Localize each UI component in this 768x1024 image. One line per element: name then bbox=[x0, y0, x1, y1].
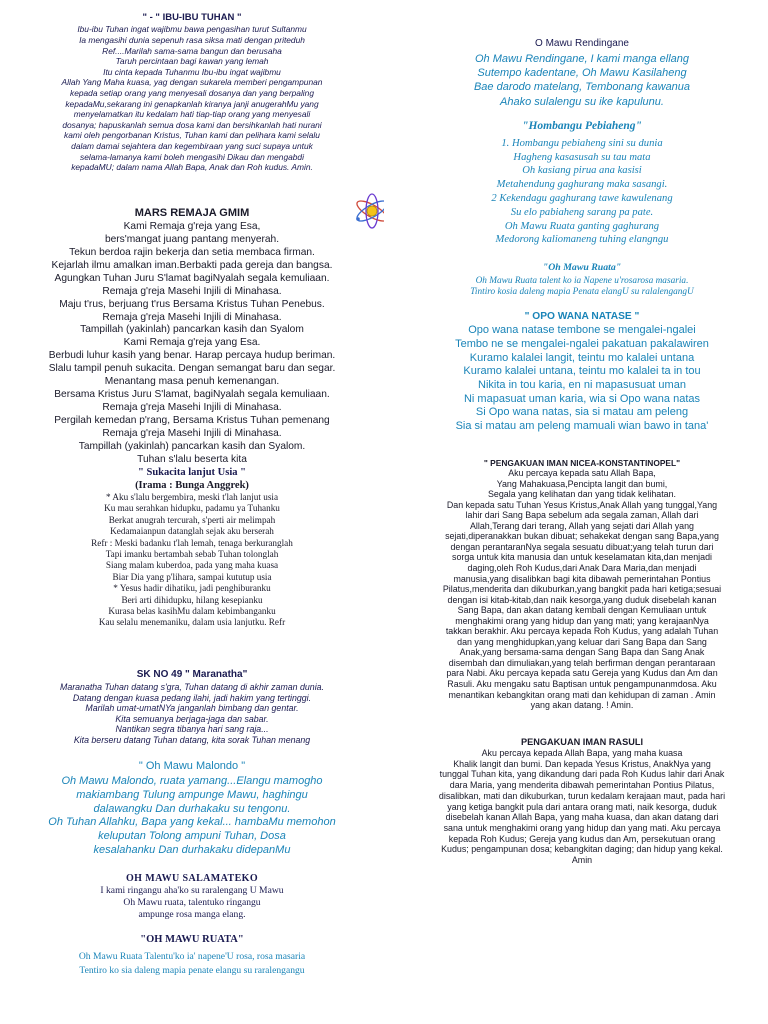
section-sukacita-lanjut-usia bbox=[0, 466, 384, 629]
text-line: Amin bbox=[571, 855, 593, 866]
text-line: Aku percaya kepada Allah Bapa, yang maha kuasa bbox=[481, 748, 683, 759]
section-title: SK NO 49 " Maranatha" bbox=[136, 669, 248, 680]
text-line: Oh Mawu Ruata talent ko ia Napene u'rosarosa masaria. bbox=[475, 275, 689, 286]
text-line: dengan isi kitab-kitab,dan naik kesorga,yang duduk disebelah kanan bbox=[447, 594, 717, 605]
text-line: dosanya; hapuskanlah semua dosa kami dan bersihkanlah hati nurani bbox=[62, 119, 322, 130]
text-line: dara Maria, yang menderita dibawah pemerintahan Pontius Pilatus, bbox=[449, 780, 715, 791]
text-line: Menantang masa penuh kemenangan. bbox=[104, 376, 280, 388]
text-line: Remaja g'reja Masehi Injili di Minahasa. bbox=[102, 311, 282, 323]
text-line: Berkat anugrah tercurah, s'perti air melimpah bbox=[108, 514, 276, 525]
text-line: ampunge rosa manga elang. bbox=[138, 908, 246, 920]
text-line: Kami Remaja g'reja yang Esa. bbox=[123, 337, 261, 349]
section-o-mawu-rendingane bbox=[396, 38, 768, 109]
text-line: Aku percaya kepada satu Allah Bapa, bbox=[508, 468, 656, 479]
text-line: selama-lamanya kami boleh mengasihi Dikau dan mengabdi bbox=[80, 151, 304, 162]
section-oh-mawu-malondo bbox=[0, 760, 384, 857]
text-line: Segala yang kelihatan dan yang tidak kelihatan. bbox=[488, 489, 676, 500]
text-line: daging,oleh Roh Kudus,dari Anak Dara Maria,dan menjadi bbox=[467, 563, 697, 573]
text-line: Kuramo kalalei untana, teintu mo kalalei ta in tou bbox=[463, 365, 701, 378]
text-line: Berbudi luhur kasih yang benar. Harap percaya hudup beriman. bbox=[48, 350, 336, 362]
text-line: dalawangku Dan durhakaku su tengonu. bbox=[93, 802, 291, 815]
text-line: menantikan kebangkitan orang mati dan kehidupan di zaman . Amin bbox=[448, 689, 716, 700]
text-line: Kedamaianpun datanglah sejak aku berserah bbox=[110, 526, 274, 537]
text-line: Oh Mawu Rendingane, I kami manga ellang bbox=[474, 53, 689, 65]
text-line: Tapi imanku bertambah sebab Tuhan tolonglah bbox=[105, 549, 279, 560]
text-line: Sia si matau am peleng mamuali wian bawo in tana' bbox=[455, 420, 709, 433]
text-line: Oh Mawu ruata, talentuko ringangu bbox=[123, 896, 261, 908]
text-line: kesalahanku Dan durhakaku didepanMu bbox=[93, 843, 291, 856]
section-title: " PENGAKUAN IMAN NICEA-KONSTANTINOPEL" bbox=[483, 458, 681, 468]
text-line: manusia,yang disalibkan bagi kita dibawah pemerintahan Pontius bbox=[453, 573, 711, 584]
text-line: Khalik langit dan bumi. Dan kepada Yesus Kristus, AnakNya yang bbox=[453, 758, 711, 769]
text-line: Beri arti dihidupku, hilang kesepianku bbox=[121, 594, 263, 605]
text-line: * Yesus hadir dihatiku, jadi penghiburanku bbox=[113, 583, 271, 594]
text-line: Dan kepada satu Tuhan Yesus Kristus,Anak Allah yang tunggal,Yang bbox=[446, 499, 718, 510]
text-line: Rasuli. Aku mengaku satu Baptisan untuk pengampunanmdosa. Aku bbox=[447, 679, 717, 690]
text-line: Bae darodo matelang, Tembonang kawanua bbox=[473, 81, 691, 94]
section-oh-mawu-ruata bbox=[0, 934, 384, 978]
text-line: Kita semuanya berjaga-jaga dan sabar. bbox=[115, 713, 269, 724]
text-line: Kurasa belas kasihMu dalam kebimbanganku bbox=[108, 606, 276, 617]
text-line: Oh Tuhan Allahku, Bapa yang kekal... hambaMu memohon bbox=[48, 816, 336, 829]
text-line: Nikita in tou karia, en ni mapasusuat uman bbox=[478, 379, 686, 392]
text-line: kepadaMu,sekarang ini genapkanlah kiranya janji anugerahMu yang bbox=[65, 98, 319, 109]
text-line: Datang dengan kuasa pedang ilahi, jadi hakim yang tertinggi. bbox=[72, 692, 312, 703]
text-line: para Nabi. Aku percaya kepada satu Gereja yang Kudus dan Am dan bbox=[446, 668, 718, 679]
text-line: Ku mau serahkan hidupku, padamu ya Tuhanku bbox=[104, 503, 280, 514]
text-line: dengan perantaranNya segala sesuatu dibuat;yang telah turun dari bbox=[450, 541, 714, 552]
text-line: Bersama Kristus Juru S'lamat, bagiNyalah segala kemuliaan. bbox=[54, 388, 330, 400]
text-line: Metahendung gaghurang maka sasangi. bbox=[496, 179, 668, 191]
section-pengakuan-iman-rasuli bbox=[396, 737, 768, 866]
text-line: Refr : Meski badanku t'lah lemah, tenaga berkuranglah bbox=[91, 537, 293, 548]
text-line: Su elo pabiaheng sarang pa pate. bbox=[510, 206, 654, 218]
text-line: yang akan datang. ! Amin. bbox=[530, 700, 634, 711]
text-line: makiambang Tulung ampunge Mawu, haghingu bbox=[76, 788, 308, 801]
text-line: Allah,Terang dari terang, Allah yang sejati dari Allah yang bbox=[470, 520, 694, 531]
text-line: Tekun berdoa rajin bekerja dan setia membaca firman. bbox=[69, 247, 315, 258]
section-mars-remaja-gmim bbox=[0, 207, 384, 466]
text-line: Tampillah (yakinlah) pancarkan kasih dan Syalom bbox=[80, 324, 304, 336]
section-title: "Hombangu Pebiaheng" bbox=[522, 120, 642, 132]
text-line: Oh kasiang pirua ana kasisi bbox=[522, 165, 642, 177]
right-column bbox=[396, 0, 768, 1024]
text-line: Ref....Marilah sama-sama bangun dan berusaha bbox=[102, 45, 282, 56]
text-line: Pilatus,menderita dan dikuburkan,yang bangkit pada hari ketiga;sesuai bbox=[442, 584, 722, 595]
section-title: " - " IBU-IBU TUHAN " bbox=[142, 12, 242, 23]
text-line: Tintiro kosia daleng mapia Penata elangU su ralalengangU bbox=[470, 286, 694, 297]
text-line: Sang Bapa, dan akan datang kembali dengan Kemuliaan untuk bbox=[457, 605, 707, 616]
section-title: "OH MAWU RUATA" bbox=[140, 934, 244, 945]
text-line: Ibu-ibu Tuhan ingat wajibmu bawa pengasihan turut Sultanmu bbox=[77, 24, 307, 35]
text-line: disebelah kanan Allah Bapa, yang maha kuasa, dan akan datang dari bbox=[445, 812, 719, 823]
section-hombangu-pebiaheng bbox=[396, 120, 768, 247]
text-line: yang ketiga bangkit pula dari antara orang mati, naik kesorga, duduk bbox=[447, 801, 717, 812]
text-line: Maranatha Tuhan datang s'gra, Tuhan datang di akhir zaman dunia. bbox=[60, 682, 324, 692]
section-ibu-ibu-tuhan bbox=[0, 12, 384, 173]
text-line: Kejarlah ilmu amalkan iman.Berbakti pada gereja dan bangsa. bbox=[51, 259, 333, 271]
text-line: Remaja g'reja Masehi Injili di Minahasa. bbox=[102, 285, 282, 297]
text-line: Biar Dia yang p'lihara, sampai kututup usia bbox=[112, 571, 272, 582]
text-line: disembah dan dimuliakan,yang telah berfirman dengan perantaraan bbox=[448, 657, 716, 668]
text-line: Pergilah kemedan p'rang, Bersama Kristus Tuhan pemenang bbox=[54, 414, 330, 426]
text-line: Oh Mawu Malondo, ruata yamang...Elangu mamogho bbox=[61, 775, 323, 788]
text-line: 1. Hombangu pebiaheng sini su dunia bbox=[501, 137, 663, 149]
text-line: Ahako sulalengu su ike kapulunu. bbox=[500, 95, 664, 108]
atom-icon bbox=[352, 193, 384, 229]
text-line: sejati,diperanakkan bukan dibuat; sehakekat dengan sang Bapa,yang bbox=[445, 531, 719, 542]
text-line: Kita berseru datang Tuhan datang, kita sorak Tuhan menang bbox=[73, 734, 311, 745]
text-line: Ni mapasuat uman karia, wia si Opo wana natas bbox=[463, 392, 700, 405]
text-line: Remaja g'reja Masehi Injili di Minahasa. bbox=[102, 427, 282, 439]
text-line: Marilah umat-umatNYa janganlah bimbang dan gentar. bbox=[85, 703, 299, 714]
section-title: PENGAKUAN IMAN RASULI bbox=[521, 737, 643, 747]
section-title: " Sukacita lanjut Usia " bbox=[138, 467, 246, 478]
text-line: kepada Roh Kudus; Gereja yang kudus dan Am, persekutuan orang bbox=[448, 833, 716, 844]
text-line: menyelamatkan itu kedalam hati tiap-tiap orang yang menyesali bbox=[73, 109, 311, 120]
text-line: keluputan Tolong ampuni Tuhan, Dosa bbox=[98, 830, 286, 842]
text-line: Nantikan segra tibanya hari sang raja... bbox=[115, 724, 269, 735]
text-line: Oh Mawu Ruata ganting gaghurang bbox=[504, 220, 660, 232]
text-line: Kudus; pengampunan dosa; kebangkitan daging; dan hidup yang kekal. bbox=[441, 844, 723, 855]
text-line: I kami ringangu aha'ko su raralengang U Mawu bbox=[100, 885, 284, 896]
text-line: Tentiro ko sia daleng mapia penate elangu su raralengangu bbox=[79, 964, 305, 976]
section-title: O Mawu Rendingane bbox=[535, 38, 629, 49]
text-line: Taruh percintaan bagi kawan yang lemah bbox=[115, 56, 269, 67]
text-line: kepadaMU; dalam nama Allah Bapa, Anak dan Roh kudus. Amin. bbox=[71, 162, 313, 173]
text-line: Sutempo kadentane, Oh Mawu Kasilaheng bbox=[477, 67, 687, 80]
section-title: " OPO WANA NATASE " bbox=[524, 311, 640, 322]
text-line: Siang malam kuberdoa, pada yang maha kuasa bbox=[105, 560, 279, 571]
text-line: Kami Remaja g'reja yang Esa, bbox=[123, 221, 261, 233]
text-line: Oh Mawu Ruata Talentu'ko ia' napene'U rosa, rosa masaria bbox=[78, 950, 306, 962]
text-line: Anak,yang bersama-sama dengan Sang Bapa dan Sang Anak bbox=[459, 647, 705, 658]
text-line: tunggal Tuhan kita, yang dikandung dari pada Roh Kudus lahir dari Anak bbox=[439, 769, 725, 780]
text-line: takkan berakhir. Aku percaya kepada Roh Kudus, yang adalah Tuhan bbox=[445, 626, 719, 637]
text-line: Allah Yang Maha kuasa, yag dengan sukarela memberi pengampunan bbox=[61, 77, 323, 88]
text-line: Medorong kaliomaneng tuhing elangngu bbox=[495, 234, 669, 246]
section-title: OH MAWU SALAMATEKO bbox=[125, 873, 259, 884]
text-line: Tuhan s'lalu beserta kita bbox=[137, 453, 247, 465]
text-line: sorga untuk kita manusia dan untuk keselamatan kita,dan menjadi bbox=[452, 552, 712, 563]
text-line: 2 Kekendagu gaghurang tawe kawulenang bbox=[491, 192, 673, 204]
section-pengakuan-iman-nicea bbox=[396, 458, 768, 711]
text-line: Maju t'rus, berjuang t'rus Bersama Kristus Tuhan Penebus. bbox=[59, 298, 325, 310]
text-line: Agungkan Tuhan Juru S'lamat bagiNyalah segala kemuliaan. bbox=[54, 272, 330, 284]
text-line: dan yang menghidupkan,yang keluar dari Sang Bapa dan Sang bbox=[457, 636, 707, 647]
section-sk-49-maranatha bbox=[0, 669, 384, 746]
section-title: "Oh Mawu Ruata" bbox=[542, 262, 622, 273]
section-subtitle: (Irama : Bunga Anggrek) bbox=[135, 480, 249, 491]
text-line: Kau selalu menemaniku, dalam usia lanjutku. Refr bbox=[98, 617, 286, 628]
text-line: Si Opo wana natas, sia si matau am peleng bbox=[475, 406, 689, 419]
text-line: disalibkan, mati dan dikuburkan, turun kedalam kerajaan maut, pada hari bbox=[438, 790, 726, 801]
text-line: Yang Mahakuasa,Pencipta langit dan bumi, bbox=[496, 478, 668, 489]
text-line: menghakimi orang yang hidup dan yang mati; yang kerajaanNya bbox=[455, 615, 709, 626]
section-opo-wana-natase bbox=[396, 311, 768, 434]
text-line: Kuramo kalalei langit, teintu mo kalalei untana bbox=[469, 351, 695, 364]
text-line: * Aku s'lalu bergembira, meski t'lah lanjut usia bbox=[105, 492, 279, 502]
text-line: bers'mangat juang pantang menyerah. bbox=[104, 234, 280, 246]
section-title: MARS REMAJA GMIM bbox=[134, 207, 250, 219]
section-oh-mawu-salamateko bbox=[0, 873, 384, 920]
section-title: " Oh Mawu Malondo " bbox=[138, 760, 246, 772]
text-line: Tampillah (yakinlah) pancarkan kasih dan Syalom. bbox=[78, 440, 306, 452]
text-line: dalam damai sejahtera dan kegembiraan yang suci supaya untuk bbox=[71, 140, 313, 151]
text-line: sana untuk menghakimi orang yang hidup dan yang mati. Aku percaya bbox=[443, 822, 721, 833]
text-line: lahir dari Sang Bapa sebelum ada segala zaman, Allah dari bbox=[465, 510, 699, 521]
text-line: Ia mengasihi dunia sepenuh rasa siksa mati dengan priteduh bbox=[79, 34, 305, 45]
text-line: kepada setiap orang yang menyesali dosanya dan yang berpaling bbox=[70, 87, 314, 98]
text-line: Tembo ne se mengalei-ngalei pakatuan pakalawiren bbox=[455, 337, 709, 350]
text-line: Opo wana natase tembone se mengalei-ngalei bbox=[468, 324, 696, 337]
text-line: Slalu tampil penuh sukacita. Dengan semangat baru dan segar. bbox=[48, 363, 336, 375]
section-oh-mawu-ruata-right bbox=[396, 262, 768, 298]
text-line: kami oleh pengorbanan Kristus, Tuhan kami dan pelihara kami selalu bbox=[64, 130, 320, 141]
text-line: Itu cinta kepada Tuhanmu Ibu-ibu ingat wajibmu bbox=[103, 66, 281, 77]
text-line: Remaja g'reja Masehi Injili di Minahasa. bbox=[102, 401, 282, 413]
text-line: Hagheng kasasusah su tau mata bbox=[513, 151, 651, 163]
